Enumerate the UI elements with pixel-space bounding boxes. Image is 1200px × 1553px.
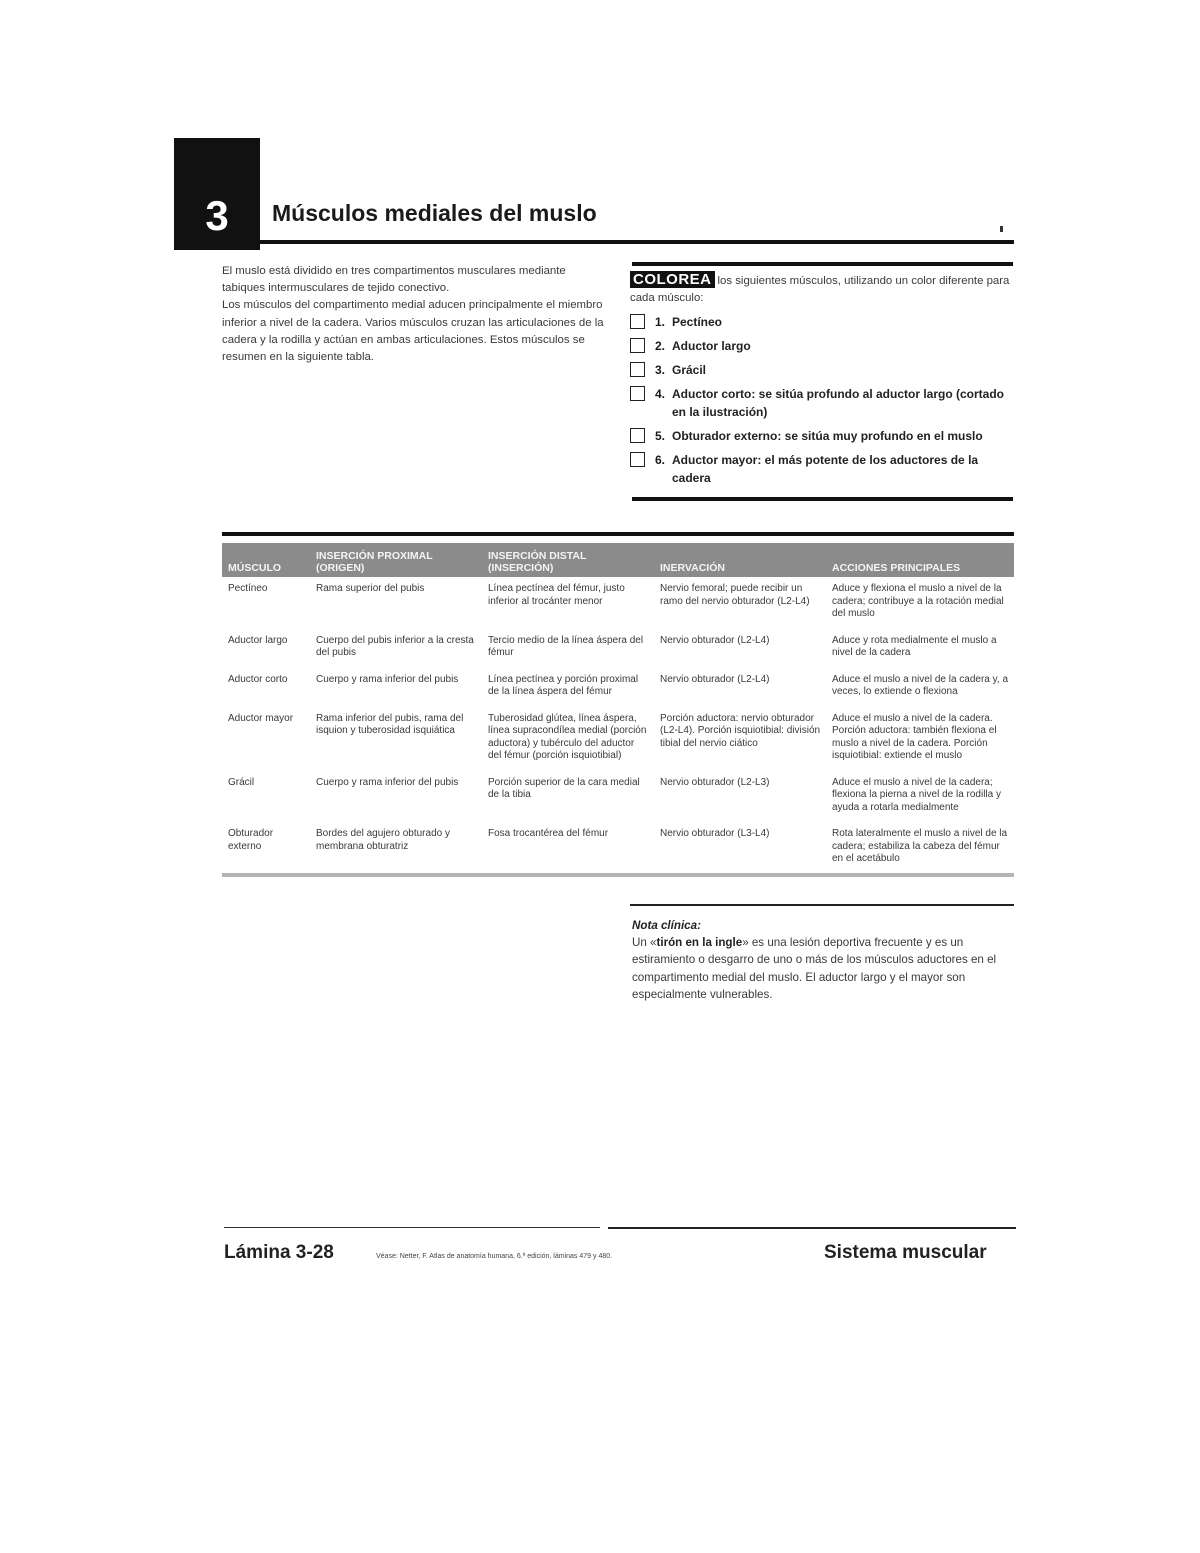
- table-cell: Aductor largo: [228, 634, 288, 646]
- table-cell: Cuerpo del pubis inferior a la cresta del pubis: [316, 634, 474, 658]
- item-label: Obturador externo: se sitúa muy profundo en el muslo: [672, 429, 983, 443]
- table-cell: Rama inferior del pubis, rama del isquion y tuberosidad isquiática: [316, 712, 464, 736]
- table-cell: Porción superior de la cara medial de la tibia: [488, 776, 640, 800]
- checkbox[interactable]: [630, 428, 645, 443]
- table-cell: Grácil: [228, 776, 255, 788]
- item-label: Aductor corto: se sitúa profundo al aductor largo (cortado en la ilustración): [672, 387, 1005, 419]
- table-cell: Nervio obturador (L2-L3): [660, 776, 770, 788]
- table-cell: Línea pectínea del fémur, justo inferior al trocánter menor: [488, 583, 625, 607]
- color-instruction: [630, 271, 1012, 307]
- table-cell: Cuerpo y rama inferior del pubis: [316, 673, 459, 685]
- header-mark: [1000, 226, 1003, 232]
- footer-rule-left: [224, 1227, 600, 1228]
- table-cell: Aduce y flexiona el muslo a nivel de la cadera; contribuye a la rotación medial del muslo: [832, 583, 1004, 619]
- table-cell: Aduce el muslo a nivel de la cadera; flexiona la pierna a nivel de la rodilla y ayuda a rotarla medialmente: [832, 776, 1001, 813]
- table-cell: Aduce y rota medialmente el muslo a nivel de la cadera: [832, 634, 997, 658]
- table-cell: Tuberosidad glútea, línea áspera, línea supracondílea medial (porción aductora) y tubérculo del aductor del fémur (porción isquiotibial): [488, 712, 647, 761]
- list-item: [630, 313, 1010, 331]
- list-item: [630, 361, 1010, 379]
- column-header: ACCIONES PRINCIPALES: [826, 543, 1014, 577]
- table-row: [222, 629, 1014, 668]
- note-title: Nota clínica:: [632, 919, 701, 932]
- item-number: 6.: [655, 453, 666, 467]
- table-header-row: [222, 543, 1014, 577]
- item-label: Pectíneo: [672, 315, 723, 329]
- plate-number: Lámina 3-28: [224, 1242, 334, 1263]
- item-number: 5.: [655, 429, 666, 443]
- list-item: [630, 385, 1010, 421]
- checkbox[interactable]: [630, 386, 645, 401]
- table-row: [222, 577, 1014, 629]
- color-box-bottom-rule: [632, 497, 1013, 501]
- intro-paragraph-1: El muslo está dividido en tres compartimentos musculares mediante tabiques intermusculares de tejido conectivo.: [222, 265, 566, 295]
- checkbox[interactable]: [630, 362, 645, 377]
- table-cell: Porción aductora: nervio obturador (L2-L4). Porción isquiotibial: división tibial del nervio ciático: [660, 712, 821, 749]
- table-bottom-rule: [222, 873, 1014, 877]
- list-item: [630, 451, 1010, 487]
- column-header: INERVACIÓN: [654, 543, 826, 577]
- note-divider: [630, 904, 1014, 906]
- footer-rule-right: [608, 1227, 1016, 1229]
- table-cell: Rama superior del pubis: [316, 583, 425, 594]
- item-number: 4.: [655, 387, 666, 401]
- table-cell: Cuerpo y rama inferior del pubis: [316, 776, 459, 788]
- table-row: [222, 822, 1014, 874]
- source-reference: Véase: Netter, F. Atlas de anatomía humana, 6.ª edición, láminas 479 y 480.: [376, 1253, 613, 1260]
- table-cell: Aductor mayor: [228, 712, 294, 724]
- chapter-number-block: [174, 138, 260, 250]
- item-label: Aductor mayor: el más potente de los aductores de la cadera: [672, 453, 979, 485]
- table-cell: Aduce el muslo a nivel de la cadera. Porción aductora: también flexiona el muslo a nivel de la cadera. Porción isquiotibial: extiende el muslo: [832, 712, 997, 761]
- item-number: 3.: [655, 363, 666, 377]
- item-number: 1.: [655, 315, 666, 329]
- list-item: [630, 427, 1010, 445]
- section-name: Sistema muscular: [824, 1242, 987, 1263]
- column-header: MÚSCULO: [222, 543, 310, 577]
- table-cell: Nervio obturador (L3-L4): [660, 828, 770, 839]
- table-cell: Nervio obturador (L2-L4): [660, 634, 770, 646]
- header-divider: [260, 240, 1014, 244]
- checkbox[interactable]: [630, 452, 645, 467]
- item-label: Aductor largo: [672, 339, 751, 353]
- column-header: INSERCIÓN PROXIMAL (ORIGEN): [310, 543, 482, 577]
- table-row: [222, 771, 1014, 823]
- note-text-post: » es una lesión deportiva frecuente y es un estiramiento o desgarro de uno o más de los músculos aductores en el compartimento medial del muslo. El aductor largo y el mayor son especialmente vulnerables.: [632, 936, 997, 1001]
- color-box-top-rule: [632, 262, 1013, 266]
- muscle-checklist: [630, 313, 1010, 493]
- item-label: Grácil: [672, 363, 707, 377]
- table-cell: Línea pectínea y porción proximal de la línea áspera del fémur: [488, 673, 639, 697]
- checkbox[interactable]: [630, 338, 645, 353]
- note-text-pre: Un «: [632, 936, 657, 950]
- table-cell: Obturador externo: [228, 828, 274, 852]
- table-cell: Fosa trocantérea del fémur: [488, 828, 609, 839]
- column-header: INSERCIÓN DISTAL (INSERCIÓN): [482, 543, 654, 577]
- chapter-number: 3: [205, 192, 229, 239]
- muscle-table: [222, 543, 1014, 874]
- table-cell: Rota lateralmente el muslo a nivel de la cadera; estabiliza la cabeza del fémur en el acetábulo: [832, 828, 1008, 864]
- checkbox[interactable]: [630, 314, 645, 329]
- note-emphasis: tirón en la ingle: [656, 936, 743, 950]
- table-cell: Tercio medio de la línea áspera del fémur: [488, 634, 644, 658]
- table-row: [222, 707, 1014, 771]
- table-top-rule: [222, 532, 1014, 536]
- table-cell: Aductor corto: [228, 673, 288, 685]
- list-item: [630, 337, 1010, 355]
- note-body: [632, 934, 1002, 1003]
- clinical-note: [632, 917, 1002, 1003]
- colorea-tag: COLOREA: [630, 271, 715, 288]
- intro-paragraph-2: Los músculos del compartimento medial aducen principalmente el miembro inferior a nivel de la cadera. Varios músculos cruzan las articulaciones de la cadera y la rodilla y actúan en ambas articulaciones. Estos músculos se resumen en la siguiente tabla.: [222, 299, 604, 364]
- table-row: [222, 668, 1014, 707]
- table-cell: Bordes del agujero obturado y membrana obturatriz: [316, 828, 450, 852]
- table-cell: Nervio femoral; puede recibir un ramo del nervio obturador (L2-L4): [660, 583, 810, 607]
- color-instruction-text: los siguientes músculos, utilizando un color diferente para cada músculo:: [630, 275, 1010, 304]
- intro-text: [222, 263, 607, 366]
- table-cell: Aduce el muslo a nivel de la cadera y, a veces, lo extiende o flexiona: [832, 673, 1009, 697]
- item-number: 2.: [655, 339, 666, 353]
- table-cell: Nervio obturador (L2-L4): [660, 673, 770, 685]
- page-title: Músculos mediales del muslo: [272, 200, 597, 226]
- table-cell: Pectíneo: [228, 583, 268, 594]
